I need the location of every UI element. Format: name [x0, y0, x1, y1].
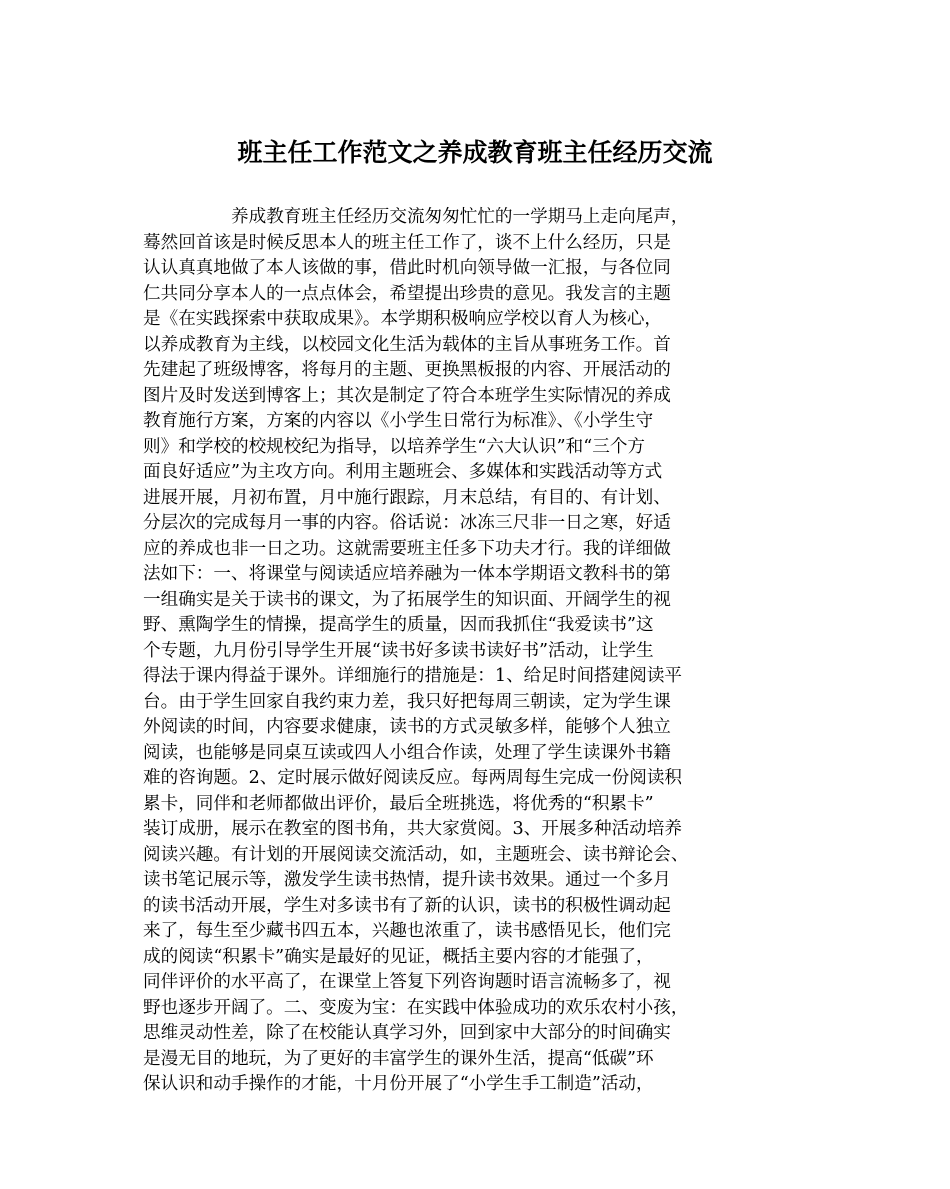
body-line: 先建起了班级博客，将每月的主题、更换黑板报的内容、开展活动的 [143, 360, 671, 380]
body-line: 难的咨询题。2、定时展示做好阅读反应。每两周每生完成一份阅读积 [143, 768, 683, 788]
body-line: 阅读，也能够是同桌互读或四人小组合作读，处理了学生读课外书籍 [143, 742, 671, 763]
body-line: 教育施行方案，方案的内容以《小学生日常行为标准》、《小学生守 [143, 411, 654, 431]
body-line: 养成教育班主任经历交流匆匆忙忙的一学期马上走向尾声， [231, 207, 689, 227]
body-line: 进展开展，月初布置，月中施行跟踪，月末总结，有目的、有计划、 [143, 487, 671, 508]
body-line: 思维灵动性差，除了在校能认真学习外，回到家中大部分的时间确实 [143, 1023, 671, 1043]
document-title: 班主任工作范文之养成教育班主任经历交流 [237, 138, 713, 167]
body-line: 是《在实践探索中获取成果》。本学期积极响应学校以育人为核心， [143, 309, 663, 329]
body-line: 外阅读的时间，内容要求健康，读书的方式灵敏多样，能够个人独立 [143, 717, 671, 737]
body-line: 累卡，同伴和老师都做出评价，最后全班挑选，将优秀的“积累卡” [143, 793, 654, 814]
body-line: 一组确实是关于读书的课文，为了拓展学生的知识面、开阔学生的视 [143, 589, 671, 610]
body-line: 分层次的完成每月一事的内容。俗话说：冰冻三尺非一日之寒，好适 [143, 513, 671, 533]
body-line: 图片及时发送到博客上；其次是制定了符合本班学生实际情况的养成 [143, 385, 671, 406]
body-line: 读书笔记展示等，激发学生读书热情，提升读书效果。通过一个多月 [143, 870, 671, 890]
document-body [143, 205, 823, 1098]
body-line: 的读书活动开展，学生对多读书有了新的认识，读书的积极性调动起 [143, 895, 671, 916]
body-line: 成的阅读“积累卡”确实是最好的见证，概括主要内容的才能强了， [143, 946, 654, 967]
body-line: 台。由于学生回家自我约束力差，我只好把每周三朝读，定为学生课 [143, 691, 671, 712]
body-line: 同伴评价的水平高了，在课堂上答复下列咨询题时语言流畅多了，视 [143, 972, 671, 992]
body-line: 以养成教育为主线，以校园文化生活为载体的主旨从事班务工作。首 [143, 334, 671, 355]
body-line: 面良好适应”为主攻方向。利用主题班会、多媒体和实践活动等方式 [143, 462, 663, 482]
body-line: 野也逐步开阔了。二、变废为宝：在实践中体验成功的欢乐农村小孩， [143, 997, 689, 1018]
body-line: 来了，每生至少藏书四五本，兴趣也浓重了，读书感悟见长，他们完 [143, 921, 671, 941]
body-line: 阅读兴趣。有计划的开展阅读交流活动，如，主题班会、读书辩论会、 [143, 844, 689, 865]
body-line: 仁共同分享本人的一点点体会，希望提出珍贵的意见。我发言的主题 [143, 283, 671, 304]
body-line: 个专题，九月份引导学生开展“读书好多读书读好书”活动，让学生 [143, 640, 654, 661]
body-line: 法如下：一、将课堂与阅读适应培养融为一体本学期语文教科书的第 [143, 564, 671, 584]
body-line: 得法于课内得益于课外。详细施行的措施是：1、给足时间搭建阅读平 [143, 666, 683, 686]
body-line: 应的养成也非一日之功。这就需要班主任多下功夫才行。我的详细做 [143, 538, 671, 559]
body-line: 装订成册，展示在教室的图书角，共大家赏阅。3、开展多种活动培养 [143, 819, 683, 839]
body-line: 认认真真地做了本人该做的事，借此时机向领导做一汇报，与各位同 [143, 258, 671, 278]
body-line: 保认识和动手操作的才能，十月份开展了“小学生手工制造”活动， [143, 1074, 654, 1094]
body-line: 是漫无目的地玩，为了更好的丰富学生的课外生活，提高“低碳”环 [143, 1048, 654, 1069]
body-line: 野、熏陶学生的情操，提高学生的质量，因而我抓住“我爱读书”这 [143, 615, 654, 635]
body-line: 蓦然回首该是时候反思本人的班主任工作了，谈不上什么经历，只是 [143, 232, 671, 253]
body-line: 则》和学校的校规校纪为指导，以培养学生“六大认识”和“三个方 [143, 436, 646, 457]
